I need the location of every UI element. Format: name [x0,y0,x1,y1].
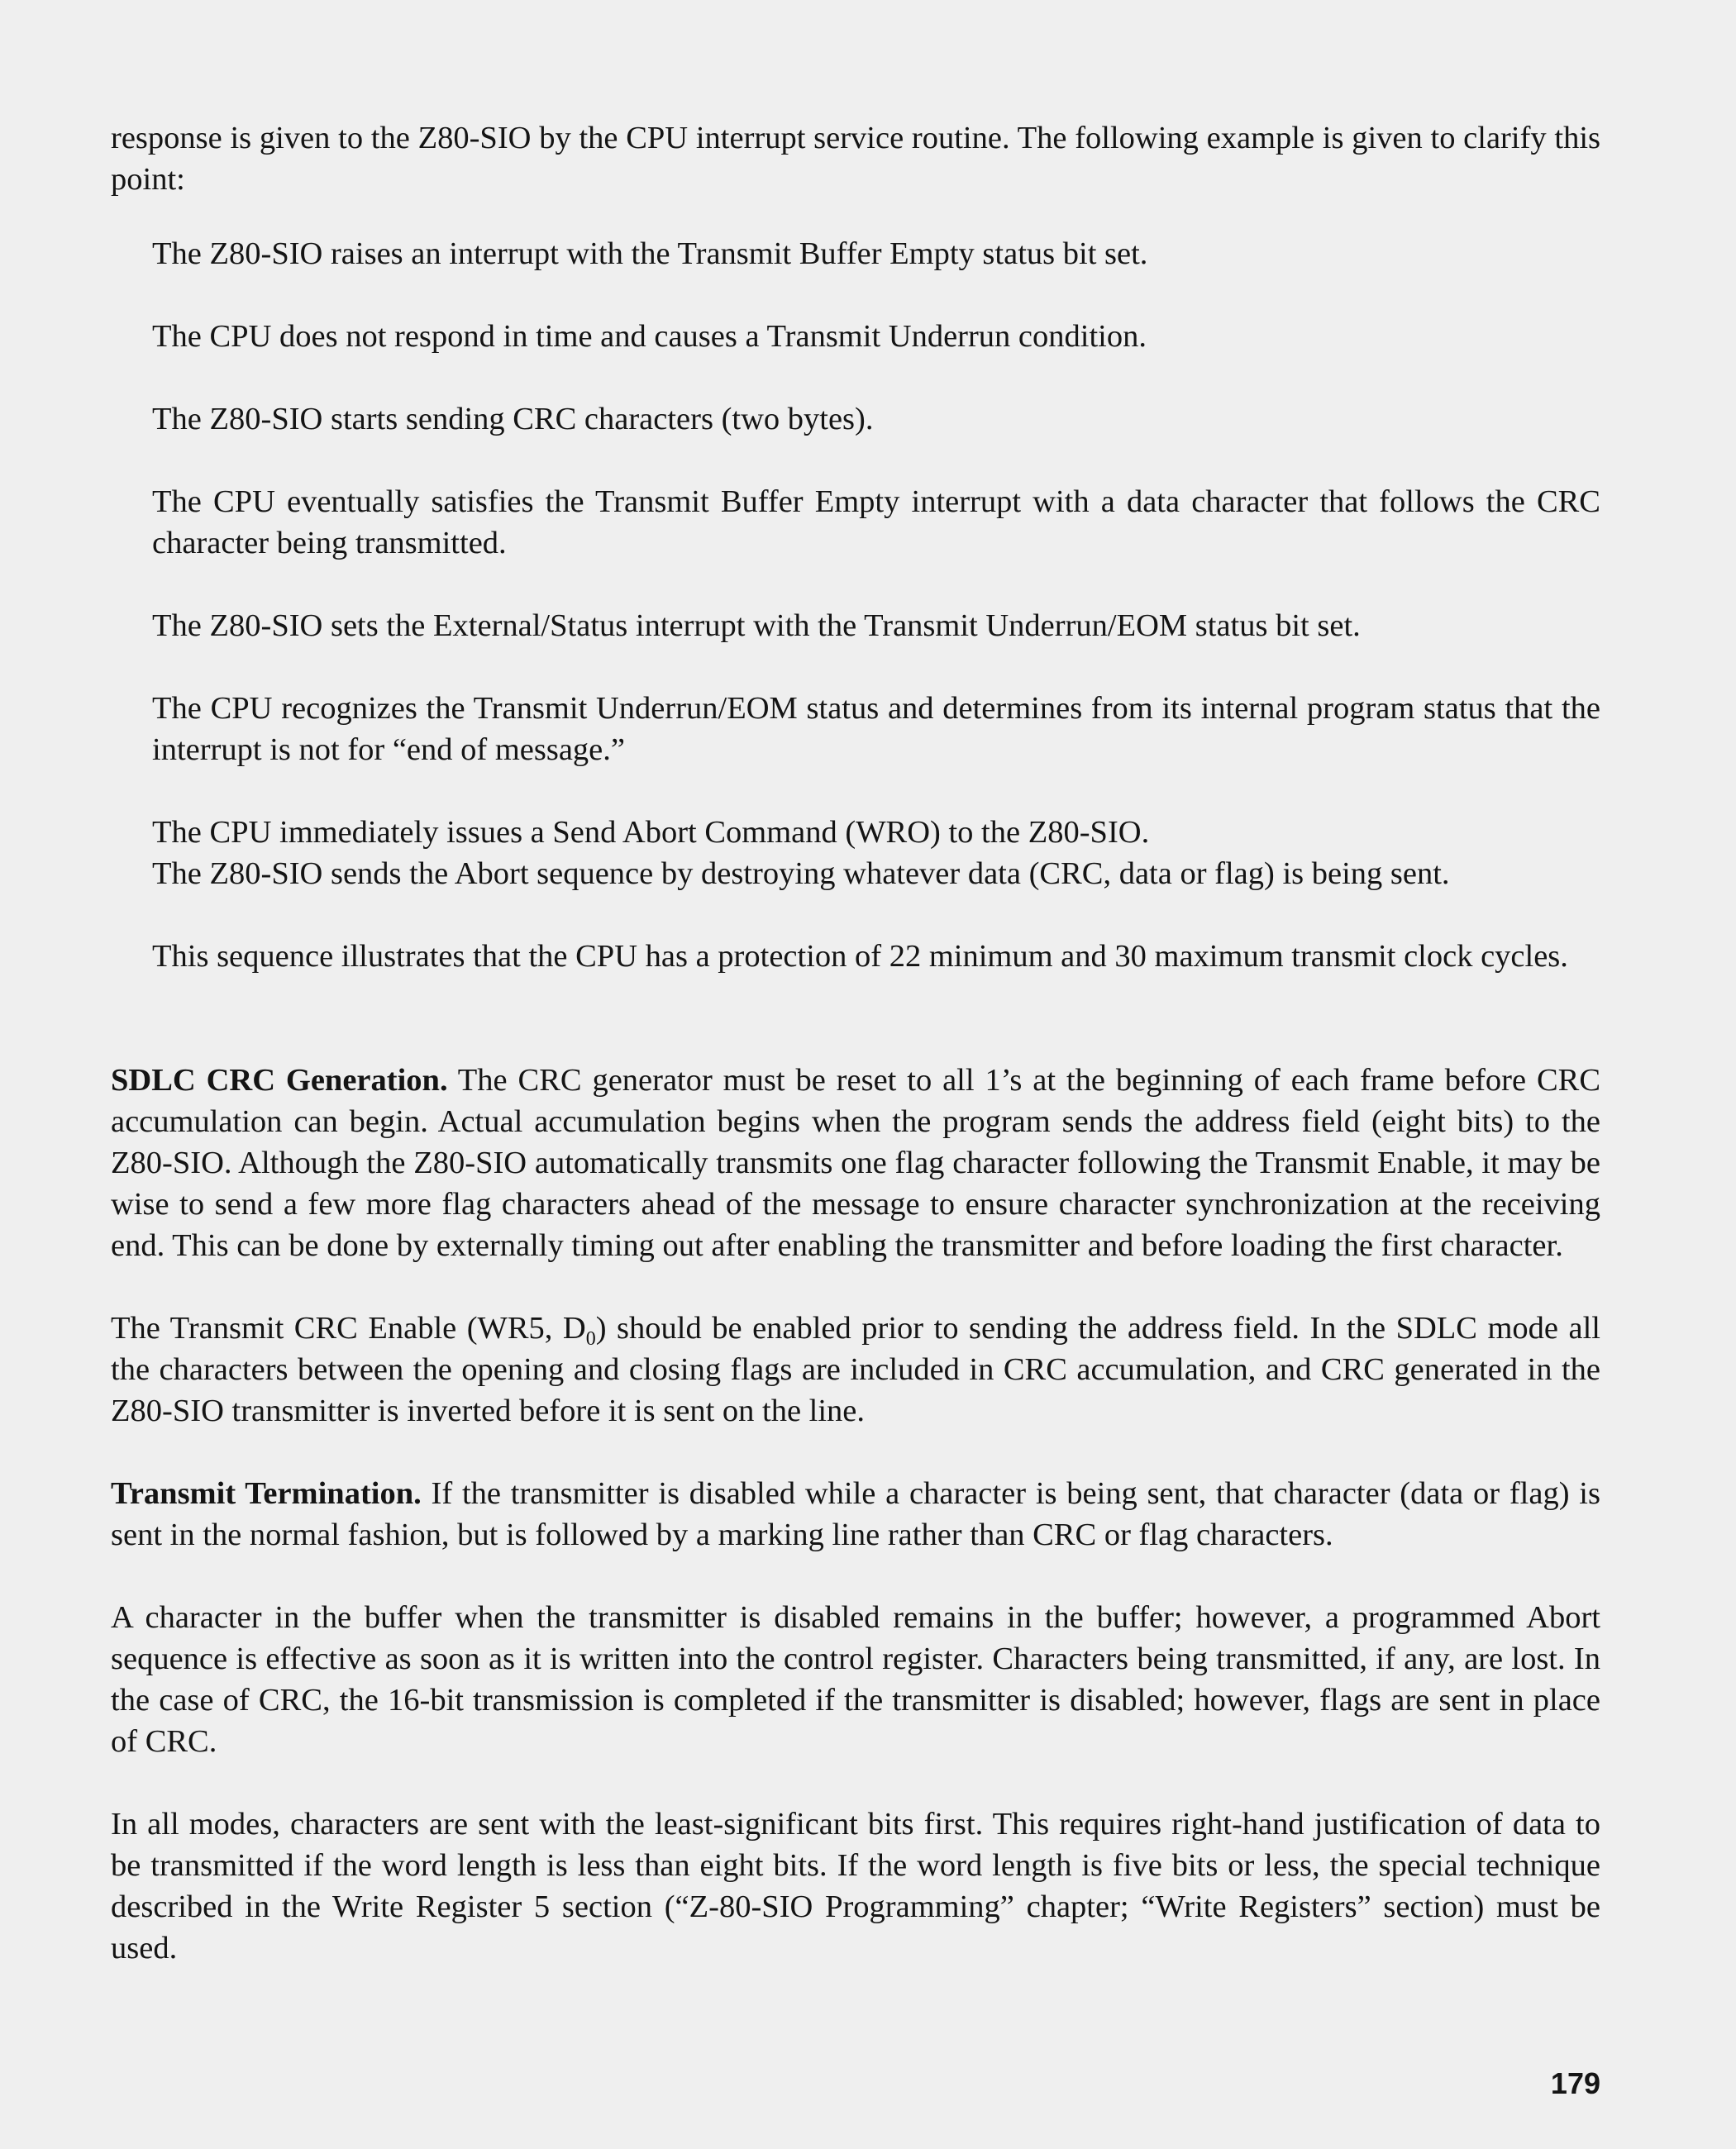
example-steps [152,233,1600,1018]
termination-heading: Transmit Termination. [111,1476,422,1511]
body-text [111,1060,1600,2010]
modes-paragraph: In all modes, characters are sent with the least-significant bits first. This requires right-hand justification of data to be transmitted if the word length is less than eight bits. If the word length is five bits or less, the special technique described in the Write Register 5 section (“Z-80-SIO Programming” chapter; “Write Registers” section) must be used. [111,1807,1600,1966]
crc-enable-paragraph [111,1308,1600,1432]
example-step: The CPU does not respond in time and causes a Transmit Underrun condition. [152,319,1147,354]
sdlc-crc-paragraph [111,1060,1600,1266]
example-step: The CPU recognizes the Transmit Underrun/EOM status and determines from its internal program status that the interrupt is not for “end of message.” [152,691,1600,767]
example-step: The Z80-SIO sends the Abort sequence by destroying whatever data (CRC, data or flag) is being sent. [152,856,1450,891]
example-step: The Z80-SIO starts sending CRC characters (two bytes). [152,402,874,436]
subscript-zero: 0 [585,1328,596,1350]
example-step: The Z80-SIO raises an interrupt with the Transmit Buffer Empty status bit set. [152,236,1148,271]
example-step: The CPU immediately issues a Send Abort Command (WRO) to the Z80-SIO. [152,815,1150,850]
crc-enable-text-end: ) should be enabled prior to sending the address field. In the SDLC mode all the characters between the opening and closing flags are included in CRC accumulation, and CRC generated in the Z80-SIO transmitter is inverted before it is sent on the line. [111,1311,1600,1428]
termination-paragraph [111,1473,1600,1556]
termination-text: If the transmitter is disabled while a character is being sent, that character (data or flag) is sent in the normal fashion, but is followed by a marking line rather than CRC or flag characters. [111,1476,1600,1552]
page-number: 179 [1550,2066,1600,2100]
example-step: The CPU eventually satisfies the Transmit Buffer Empty interrupt with a data character that follows the CRC character being transmitted. [152,484,1600,560]
crc-enable-text-start: The Transmit CRC Enable (WR5, D [111,1311,586,1346]
example-step: The Z80-SIO sets the External/Status interrupt with the Transmit Underrun/EOM status bit set. [152,608,1361,643]
example-summary: This sequence illustrates that the CPU has a protection of 22 minimum and 30 maximum transmit clock cycles. [152,939,1568,974]
buffer-paragraph: A character in the buffer when the transmitter is disabled remains in the buffer; however, a programmed Abort sequence is effective as soon as it is written into the control register. Characters being transmitted, if any, are lost. In the case of CRC, the 16-bit transmission is completed if the transmitter is disabled; however, flags are sent in place of CRC. [111,1600,1600,1759]
sdlc-crc-heading: SDLC CRC Generation. [111,1063,448,1098]
intro-paragraph: response is given to the Z80-SIO by the CPU interrupt service routine. The following example is given to clarify this point: [111,121,1600,197]
sdlc-crc-text: The CRC generator must be reset to all 1’s at the beginning of each frame before CRC accumulation can begin. Actual accumulation begins when the program sends the address field (eight bits) to the Z80-SIO. Although the Z80-SIO automatically transmits one flag character following the Transmit Enable, it may be wise to send a few more flag characters ahead of the message to ensure character synchronization at the receiving end. This can be done by externally timing out after enabling the transmitter and before loading the first character. [111,1063,1600,1263]
